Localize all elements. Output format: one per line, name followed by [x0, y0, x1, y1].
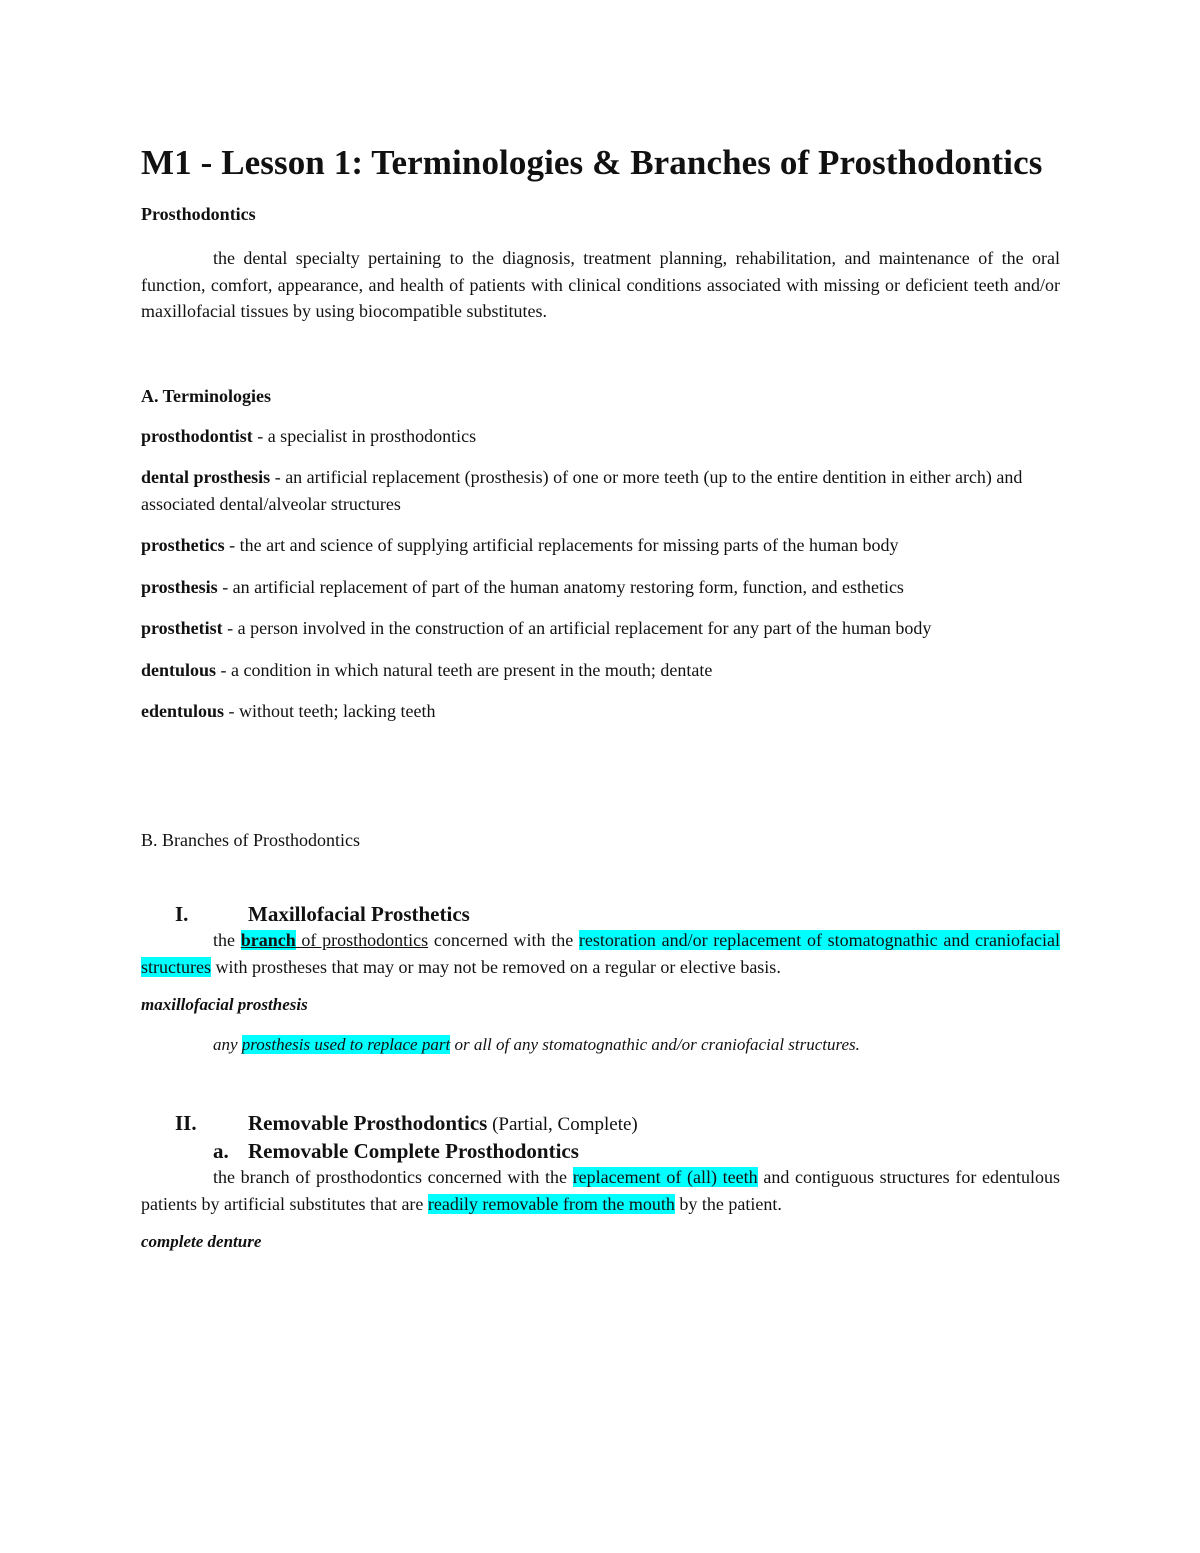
term-definition: - an artificial replacement of part of the human anatomy restoring form, function, and esthetics — [217, 576, 904, 597]
terminologies-heading: A. Terminologies — [141, 385, 272, 406]
highlight: branch — [240, 930, 296, 950]
section-numeral: II. — [175, 1111, 197, 1135]
term-item — [141, 532, 1060, 559]
removable-definition: the branch of prosthodontics concerned with the replacement of (all) teeth and contiguous structures for edentulous patients by artificial substitutes that are readily removable from the mouth by the patient. — [141, 1167, 1060, 1214]
highlight: restoration and/or replacement of stomatognathic and craniofacial structures — [141, 930, 1060, 977]
terminology-list — [141, 423, 1060, 725]
intro-heading: Prosthodontics — [141, 204, 256, 224]
highlight: replacement of (all) teeth — [572, 1167, 758, 1187]
highlight: readily removable from the mouth — [427, 1193, 675, 1214]
section-numeral: I. — [175, 902, 189, 926]
branches-heading: B. Branches of Prosthodontics — [141, 829, 360, 850]
term-item — [141, 423, 1060, 450]
term-definition: - a person involved in the construction of an artificial replacement for any part of the human body — [222, 618, 932, 638]
section-removable-heading — [141, 1110, 1060, 1138]
page-title: M1 - Lesson 1: Terminologies & Branches of Prosthodontics — [141, 143, 1043, 182]
complete-denture-term: complete denture — [141, 1232, 262, 1251]
maxillofacial-prosthesis-definition: any prosthesis used to replace part or all of any stomatognathic and/or craniofacial structures. — [213, 1035, 860, 1054]
term-name: prosthodontist — [141, 425, 253, 446]
term-definition: - the art and science of supplying artificial replacements for missing parts of the human body — [224, 535, 899, 555]
term-item — [141, 574, 1060, 601]
maxillofacial-definition: the branch of prosthodontics concerned with the restoration and/or replacement of stomatognathic and craniofacial structures with prostheses that may or may not be removed on a regular or elective basis. — [141, 930, 1060, 977]
subsection-letter: a. — [213, 1139, 229, 1163]
document-content — [141, 143, 1060, 1253]
term-item — [141, 615, 1060, 642]
section-title: Maxillofacial Prosthetics — [248, 902, 470, 926]
term-name: prosthetics — [141, 535, 225, 555]
term-name: prosthetist — [141, 618, 223, 638]
section-title-suffix: (Partial, Complete) — [487, 1114, 638, 1135]
term-definition: - without teeth; lacking teeth — [224, 701, 436, 721]
term-definition: - a condition in which natural teeth are present in the mouth; dentate — [216, 659, 713, 680]
term-name: dental prosthesis — [141, 467, 271, 487]
subsection-complete-heading — [141, 1138, 1060, 1164]
term-name: edentulous — [141, 701, 225, 721]
section-maxillofacial-heading — [141, 901, 1060, 927]
term-item — [141, 464, 1060, 517]
term-name: dentulous — [141, 659, 217, 680]
term-item — [141, 698, 1060, 725]
term-item — [141, 657, 1060, 684]
term-name: prosthesis — [141, 576, 218, 597]
section-title: Removable Prosthodontics — [248, 1111, 488, 1135]
maxillofacial-prosthesis-term: maxillofacial prosthesis — [141, 995, 308, 1014]
subsection-title: Removable Complete Prosthodontics — [248, 1139, 579, 1163]
term-definition: - a specialist in prosthodontics — [252, 425, 477, 446]
intro-text: the dental specialty pertaining to the diagnosis, treatment planning, rehabilitation, and maintenance of the oral function, comfort, appearance, and health of patients with clinical conditions associated with missing or deficient teeth and/or maxillofacial tissues by using biocompatible substitutes. — [141, 248, 1060, 321]
term-definition: - an artificial replacement (prosthesis) of one or more teeth (up to the entire dentition in either arch) and associated dental/alveolar structures — [141, 467, 1023, 514]
highlight: prosthesis used to replace part — [241, 1035, 451, 1054]
